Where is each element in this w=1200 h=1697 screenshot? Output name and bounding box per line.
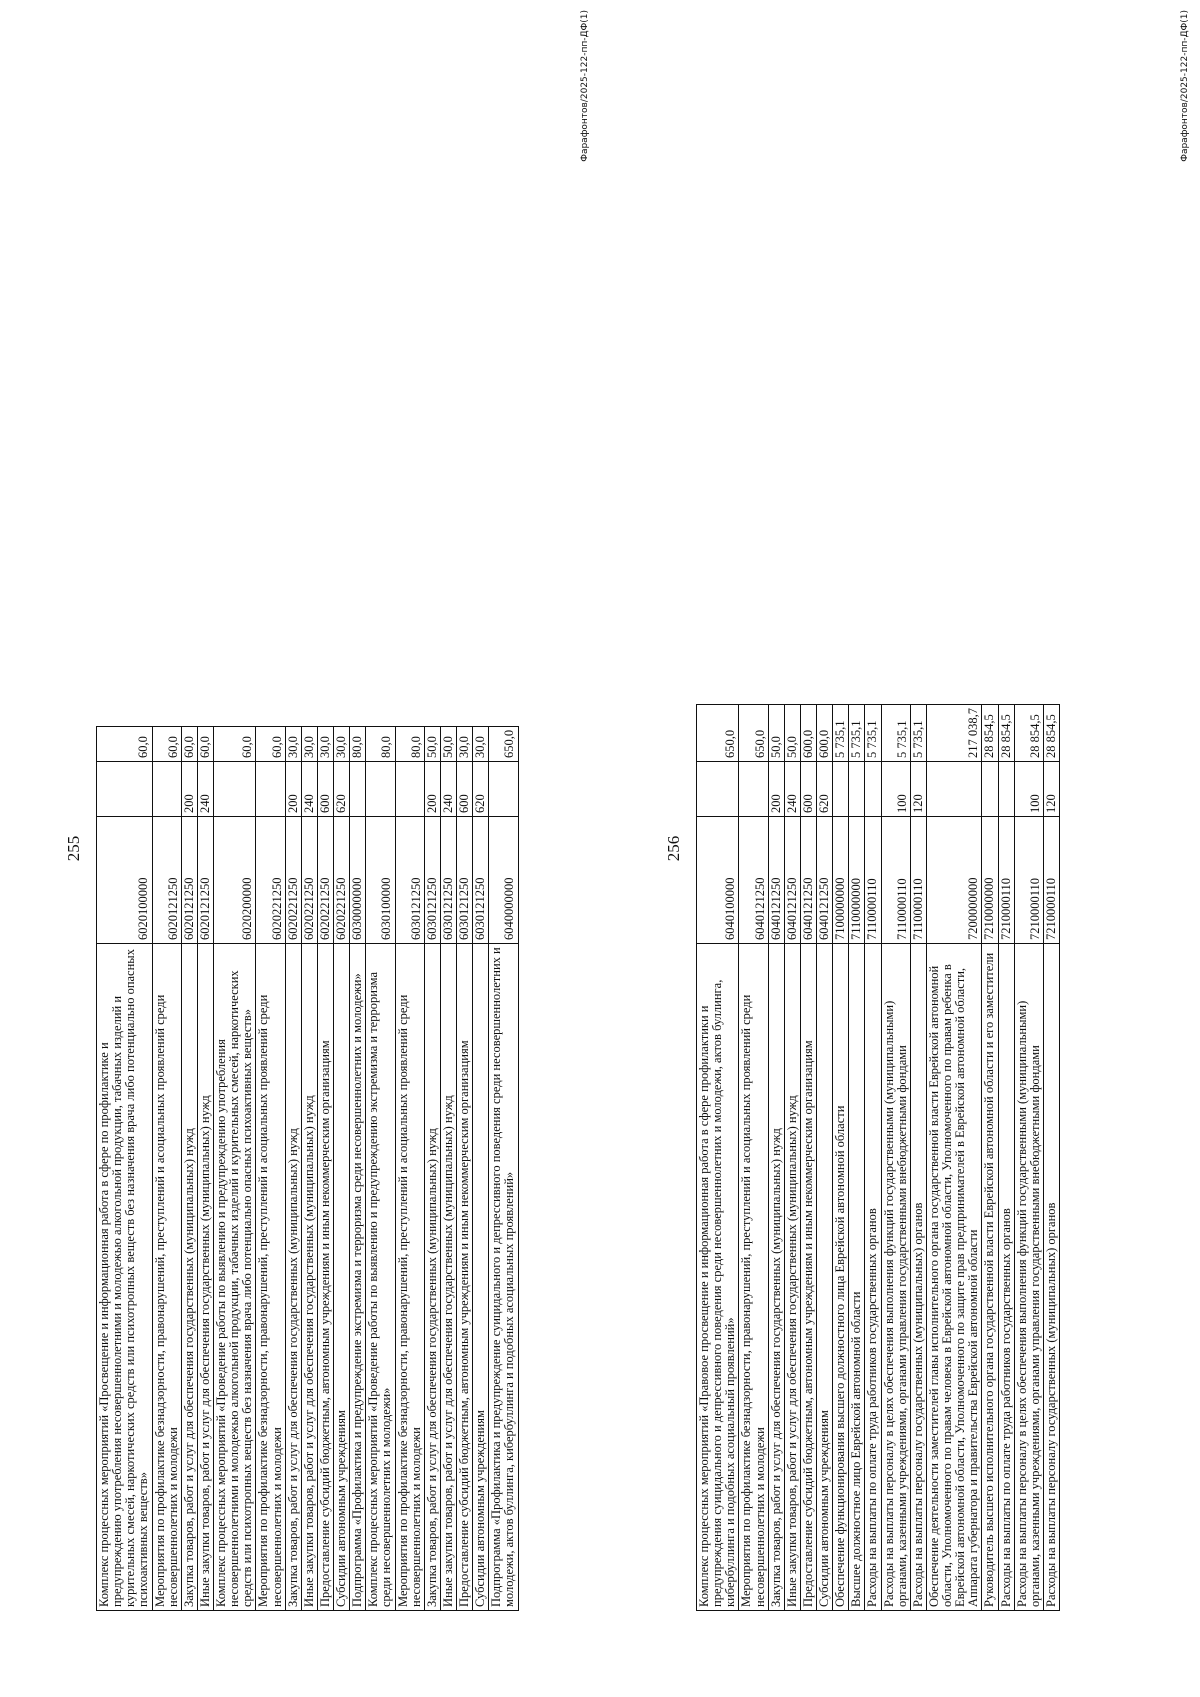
table-row [817,705,833,1611]
table-row [768,705,784,1611]
row-target-article: 6040121250 [768,817,784,944]
row-expense-type: 120 [910,762,926,817]
page-number: 255 [64,835,83,862]
row-name: Закупка товаров, работ и услуг для обеспечения государственных (муниципальных) нужд [285,944,301,1611]
row-name: Расходы на выплаты персоналу в целях обеспечения выполнения функций государственными (муниципальными) органами, казенными учреждениями, органами управления государственными внебюджетными фондами [1014,944,1043,1611]
row-target-article: 7100000000 [833,817,849,944]
row-expense-type [998,762,1014,817]
row-expense-type [865,762,881,817]
row-expense-type: 620 [817,762,833,817]
row-name: Мероприятия по профилактике безнадзорности, правонарушений, преступлений и асоциальных проявлений среди несовершеннолетних и молодежи [256,944,285,1611]
row-name: Мероприятия по профилактике безнадзорности, правонарушений, преступлений и асоциальных проявлений среди несовершеннолетних и молодежи [152,944,181,1611]
table-row [366,726,395,1610]
row-amount: 60,0 [181,726,197,761]
table-row [982,705,998,1611]
row-expense-type: 120 [1043,762,1059,817]
row-target-article: 7210000110 [998,817,1014,944]
row-target-article: 7110000110 [910,817,926,944]
row-expense-type: 240 [197,762,213,817]
row-name: Расходы на выплаты по оплате труда работников государственных органов [865,944,881,1611]
row-amount: 5 735,1 [833,705,849,762]
row-name: Мероприятия по профилактике безнадзорности, правонарушений, преступлений и асоциальных проявлений среди несовершеннолетних и молодежи [739,944,768,1611]
table-row [395,726,424,1610]
table-row [350,726,366,1610]
document-footer: Фарафонтов/2025-122-пп-ДФ(1) [580,10,590,162]
row-expense-type: 600 [317,762,333,817]
row-expense-type: 240 [784,762,800,817]
row-target-article: 7210000110 [1014,817,1043,944]
row-name: Обеспечение функционирования высшего должностного лица Еврейской автономной области [833,944,849,1611]
row-amount: 650,0 [489,726,518,761]
row-name: Расходы на выплаты по оплате труда работников государственных органов [998,944,1014,1611]
row-expense-type [833,762,849,817]
row-name: Высшее должностное лицо Еврейской автономной области [849,944,865,1611]
row-amount: 5 735,1 [910,705,926,762]
row-target-article: 6020200000 [214,817,256,944]
row-expense-type [395,762,424,817]
table-row [473,726,489,1610]
row-amount: 600,0 [817,705,833,762]
row-target-article: 6040100000 [697,817,739,944]
row-name: Предоставление субсидий бюджетным, автономным учреждениям и иным некоммерческим организациям [457,944,473,1611]
row-target-article: 6040121250 [739,817,768,944]
table-row [800,705,816,1611]
row-expense-type [97,762,153,817]
row-target-article: 6020221250 [334,817,350,944]
row-name: Иные закупки товаров, работ и услуг для обеспечения государственных (муниципальных) нужд [440,944,456,1611]
document-footer: Фарафонтов/2025-122-пп-ДФ(1) [1180,10,1190,162]
row-target-article: 6020121250 [197,817,213,944]
row-amount: 30,0 [334,726,350,761]
row-target-article: 6020221250 [301,817,317,944]
row-name: Комплекс процессных мероприятий «Проведение работы по выявлению и предупреждению экстремизма и терроризма среди несовершеннолетних и молодежи» [366,944,395,1611]
row-amount: 28 854,5 [1014,705,1043,762]
row-target-article: 7110000110 [865,817,881,944]
row-target-article: 7110000000 [849,817,865,944]
row-amount: 50,0 [768,705,784,762]
row-expense-type [982,762,998,817]
row-target-article: 6020221250 [317,817,333,944]
row-expense-type: 100 [881,762,910,817]
row-amount: 30,0 [317,726,333,761]
row-amount: 30,0 [285,726,301,761]
row-target-article: 6020121250 [181,817,197,944]
row-expense-type: 620 [473,762,489,817]
row-name: Подпрограмма «Профилактика и предупреждение экстремизма и терроризма среди несовершеннолетних и молодежи» [350,944,366,1611]
row-amount: 60,0 [97,726,153,761]
row-name: Субсидии автономным учреждениям [334,944,350,1611]
row-name: Закупка товаров, работ и услуг для обеспечения государственных (муниципальных) нужд [424,944,440,1611]
row-target-article: 7210000000 [982,817,998,944]
row-name: Подпрограмма «Профилактика и предупреждение суицидального и депрессивного поведения среди несовершеннолетних и молодежи, актов буллинга, кибербуллинга и подобных асоциальных проявлений» [489,944,518,1611]
row-expense-type [739,762,768,817]
row-target-article: 6030121250 [473,817,489,944]
row-target-article: 7210000110 [1043,817,1059,944]
row-target-article: 6030121250 [395,817,424,944]
row-amount: 650,0 [739,705,768,762]
row-name: Иные закупки товаров, работ и услуг для обеспечения государственных (муниципальных) нужд [301,944,317,1611]
row-expense-type: 200 [285,762,301,817]
table-row [926,705,982,1611]
page-number: 256 [664,835,683,862]
row-amount: 30,0 [473,726,489,761]
row-target-article: 6030121250 [440,817,456,944]
table-row [334,726,350,1610]
row-target-article: 7200000000 [926,817,982,944]
row-amount: 600,0 [800,705,816,762]
row-amount: 5 735,1 [849,705,865,762]
row-amount: 60,0 [197,726,213,761]
row-expense-type [697,762,739,817]
table-row [424,726,440,1610]
row-expense-type: 620 [334,762,350,817]
row-target-article: 6020221250 [285,817,301,944]
row-name: Субсидии автономным учреждениям [817,944,833,1611]
table-row [214,726,256,1610]
row-expense-type [256,762,285,817]
table-row [697,705,739,1611]
row-amount: 80,0 [350,726,366,761]
row-name: Расходы на выплаты персоналу в целях обеспечения выполнения функций государственными (муниципальными) органами, казенными учреждениями, органами управления государственными внебюджетными фондами [881,944,910,1611]
table-row [457,726,473,1610]
table-row [1014,705,1043,1611]
table-row [256,726,285,1610]
row-target-article: 6040000000 [489,817,518,944]
table-row [1043,705,1059,1611]
row-target-article: 6020221250 [256,817,285,944]
row-target-article: 6030000000 [350,817,366,944]
row-expense-type [926,762,982,817]
row-expense-type: 600 [800,762,816,817]
row-amount: 60,0 [152,726,181,761]
row-name: Предоставление субсидий бюджетным, автономным учреждениям и иным некоммерческим организациям [317,944,333,1611]
row-amount: 30,0 [301,726,317,761]
table-row [181,726,197,1610]
row-amount: 60,0 [214,726,256,761]
row-amount: 650,0 [697,705,739,762]
row-name: Расходы на выплаты персоналу государственных (муниципальных) органов [910,944,926,1611]
table-row [97,726,153,1610]
row-target-article: 6030121250 [457,817,473,944]
table-row [849,705,865,1611]
row-expense-type: 200 [424,762,440,817]
table-row [285,726,301,1610]
budget-table [696,704,1060,1611]
row-name: Иные закупки товаров, работ и услуг для обеспечения государственных (муниципальных) нужд [197,944,213,1611]
row-target-article: 6030121250 [424,817,440,944]
row-name: Закупка товаров, работ и услуг для обеспечения государственных (муниципальных) нужд [181,944,197,1611]
budget-table [96,726,519,1611]
row-name: Обеспечение деятельности заместителей главы исполнительного органа государственной власти Еврейской автономной области, Уполномоченного по правам человека в Еврейской автономной области, Уполномоченного по правам ребенка в Еврейской автономной области, Уполномоченного по защите прав предпринимателей в Еврейской автономной области, Аппарата губернатора и правительства Еврейской автономной области [926,944,982,1611]
row-name: Комплекс процессных мероприятий «Просвещение и информационная работа в сфере по профилактике и предупреждению употребления несовершеннолетними и молодежью алкогольной продукции, табачных изделий и курительных смесей, наркотических средств или психотропных веществ без назначения врача либо потенциально опасных психоактивных веществ» [97,944,153,1611]
row-expense-type [366,762,395,817]
table-row [317,726,333,1610]
row-amount: 217 038,7 [926,705,982,762]
row-target-article: 6020121250 [152,817,181,944]
row-expense-type [489,762,518,817]
row-name: Закупка товаров, работ и услуг для обеспечения государственных (муниципальных) нужд [768,944,784,1611]
table-row [833,705,849,1611]
row-target-article: 6040121250 [784,817,800,944]
row-name: Комплекс процессных мероприятий «Правовое просвещение и информационная работа в сфере профилактики и предупреждения суицидального и депрессивного поведения среди несовершеннолетних и молодежи, актов буллинга, кибербуллинга и подобных асоциальный проявлений» [697,944,739,1611]
row-target-article: 6020100000 [97,817,153,944]
page-256 [600,0,1200,1697]
table-row [784,705,800,1611]
row-expense-type: 100 [1014,762,1043,817]
table-row [489,726,518,1610]
row-amount: 50,0 [784,705,800,762]
row-amount: 80,0 [366,726,395,761]
table-row [739,705,768,1611]
row-expense-type: 200 [181,762,197,817]
row-name: Предоставление субсидий бюджетным, автономным учреждениям и иным некоммерческим организациям [800,944,816,1611]
row-amount: 28 854,5 [998,705,1014,762]
table-row [440,726,456,1610]
row-amount: 28 854,5 [1043,705,1059,762]
row-name: Мероприятия по профилактике безнадзорности, правонарушений, преступлений и асоциальных проявлений среди несовершеннолетних и молодежи [395,944,424,1611]
table-row [197,726,213,1610]
row-expense-type: 240 [440,762,456,817]
row-expense-type: 600 [457,762,473,817]
table-row [152,726,181,1610]
row-expense-type: 240 [301,762,317,817]
row-target-article: 6030100000 [366,817,395,944]
row-amount: 30,0 [457,726,473,761]
row-name: Комплекс процессных мероприятий «Проведение работы по выявлению и предупреждению употребления несовершеннолетними и молодежью алкогольной продукции, табачных изделий и курительных смесей, наркотических средств или психотропных веществ без назначения врача либо потенциально опасных психоактивных веществ» [214,944,256,1611]
table-row [865,705,881,1611]
row-expense-type: 200 [768,762,784,817]
row-expense-type [350,762,366,817]
row-name: Субсидии автономным учреждениям [473,944,489,1611]
row-amount: 5 735,1 [865,705,881,762]
row-expense-type [214,762,256,817]
row-amount: 50,0 [424,726,440,761]
row-name: Руководитель высшего исполнительного органа государственной власти Еврейской автономной области и его заместители [982,944,998,1611]
row-expense-type [152,762,181,817]
row-target-article: 6040121250 [800,817,816,944]
row-amount: 60,0 [256,726,285,761]
row-name: Расходы на выплаты персоналу государственных (муниципальных) органов [1043,944,1059,1611]
table-row [301,726,317,1610]
table-row [881,705,910,1611]
row-amount: 80,0 [395,726,424,761]
table-row [910,705,926,1611]
row-target-article: 7110000110 [881,817,910,944]
row-amount: 28 854,5 [982,705,998,762]
row-name: Иные закупки товаров, работ и услуг для обеспечения государственных (муниципальных) нужд [784,944,800,1611]
row-expense-type [849,762,865,817]
row-amount: 5 735,1 [881,705,910,762]
row-target-article: 6040121250 [817,817,833,944]
row-amount: 50,0 [440,726,456,761]
table-row [998,705,1014,1611]
